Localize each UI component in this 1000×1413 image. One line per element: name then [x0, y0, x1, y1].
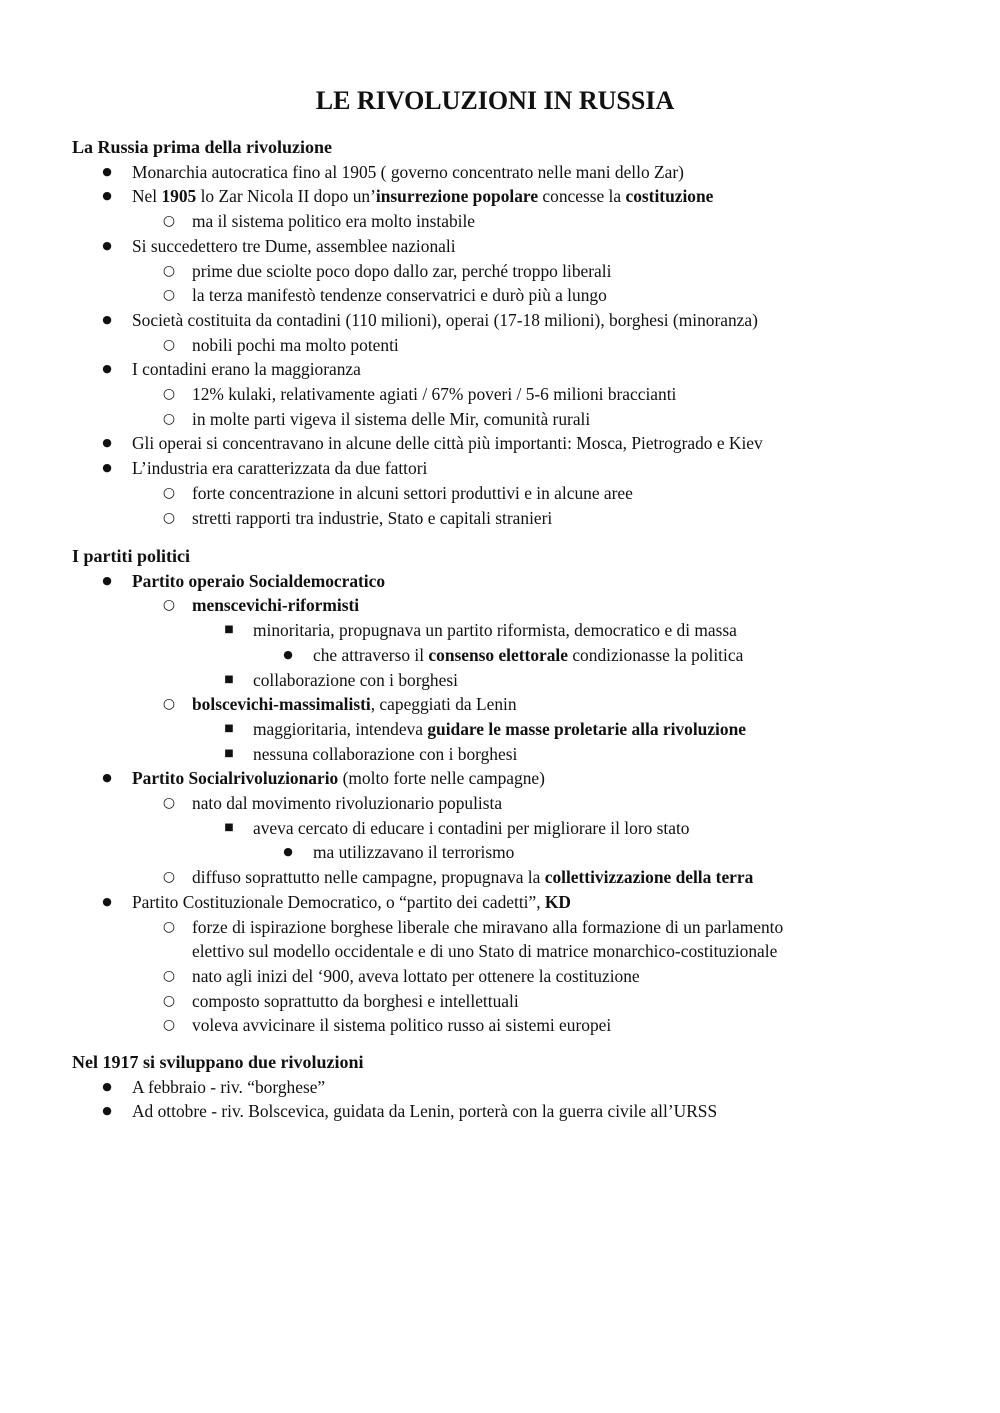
text-segment: L’industria era caratterizzata da due fattori — [132, 458, 428, 479]
list-item — [253, 742, 517, 767]
bullet-marker: ■ — [224, 821, 234, 833]
text-segment: nobili pochi ma molto potenti — [192, 334, 399, 355]
list-item — [192, 333, 399, 358]
bold-text: Partito Socialrivoluzionario — [132, 768, 339, 789]
text-segment: Società costituita da contadini (110 milioni), operai (17-18 milioni), borghesi (minoranza) — [132, 309, 758, 330]
text-segment: forze di ispirazione borghese liberale che miravano alla formazione di un parlamento — [192, 916, 784, 937]
text-segment: nessuna collaborazione con i borghesi — [253, 743, 518, 764]
text-segment: Si succedettero tre Dume, assemblee nazionali — [132, 235, 456, 256]
bullet-marker: ■ — [224, 747, 234, 759]
text-segment: (molto forte nelle campagne) — [338, 768, 545, 789]
list-item — [192, 593, 359, 618]
text-segment: in molte parti vigeva il sistema delle Mir, comunità rurali — [192, 408, 591, 429]
list-item — [253, 618, 737, 643]
bold-text: bolscevichi-massimalisti — [192, 694, 371, 715]
list-item — [132, 234, 456, 259]
text-segment: Monarchia autocratica fino al 1905 ( governo concentrato nelle mani dello Zar) — [132, 161, 684, 182]
bullet-marker: ○ — [162, 918, 176, 935]
text-segment: minoritaria, propugnava un partito riformista, democratico e di massa — [253, 620, 737, 641]
list-item — [132, 456, 427, 481]
bullet-marker: ● — [283, 647, 293, 661]
bullet-marker: ○ — [162, 386, 176, 402]
bold-text: Partito operaio Socialdemocratico — [132, 570, 386, 591]
list-item — [132, 1099, 717, 1124]
text-segment: ma utilizzavano il terrorismo — [313, 842, 515, 863]
text-segment: Ad ottobre - riv. Bolscevica, guidata da Lenin, porterà con la guerra civile all’URSS — [132, 1101, 718, 1122]
list-item — [253, 717, 746, 742]
bullet-marker: ● — [102, 894, 112, 908]
list-item — [132, 184, 713, 209]
bullet-marker: ■ — [224, 722, 234, 734]
bullet-marker: ● — [102, 164, 112, 178]
bullet-marker: ● — [102, 436, 112, 450]
list-item — [192, 939, 777, 964]
section-heading: La Russia prima della rivoluzione — [72, 137, 333, 157]
bullet-marker: ● — [102, 1104, 112, 1118]
text-segment: forte concentrazione in alcuni settori produttivi e in alcune aree — [192, 482, 633, 503]
bullet-marker: ○ — [162, 992, 176, 1009]
text-segment: Nel — [132, 186, 162, 207]
bullet-marker: ○ — [162, 795, 176, 811]
bullet-marker: ■ — [224, 673, 234, 685]
bullet-marker: ○ — [162, 1017, 176, 1034]
bullet-marker: ○ — [162, 597, 176, 614]
bullet-marker: ● — [102, 1079, 112, 1093]
list-item — [192, 481, 633, 506]
text-segment: I contadini erano la maggioranza — [132, 359, 361, 380]
list-item — [313, 840, 514, 865]
list-item — [192, 692, 517, 717]
text-segment: , capeggiati da Lenin — [370, 694, 517, 715]
list-item — [132, 357, 361, 382]
text-segment: aveva cercato di educare i contadini per migliorare il loro stato — [253, 817, 690, 838]
text-segment: condizionasse la politica — [567, 644, 744, 665]
bullet-marker: ● — [102, 362, 112, 376]
bullet-marker: ○ — [162, 869, 176, 886]
list-item — [132, 308, 758, 333]
text-segment: collaborazione con i borghesi — [253, 669, 458, 690]
text-segment: che attraverso il — [313, 644, 429, 665]
bullet-marker: ○ — [162, 484, 176, 501]
list-item — [253, 668, 458, 693]
text-segment: prime due sciolte poco dopo dallo zar, perché troppo liberali — [192, 260, 612, 281]
list-item — [192, 915, 783, 940]
bullet-marker: ○ — [162, 509, 176, 526]
text-segment: la terza manifestò tendenze conservatrici e durò più a lungo — [192, 285, 607, 306]
bullet-marker: ■ — [224, 624, 234, 636]
bold-text: consenso elettorale — [428, 644, 568, 665]
bold-text: guidare le masse proletarie alla rivoluzione — [427, 718, 746, 739]
list-item — [192, 506, 552, 531]
bold-text: collettivizzazione della terra — [544, 867, 754, 888]
text-segment: voleva avvicinare il sistema politico russo ai sistemi europei — [192, 1015, 612, 1036]
text-segment: stretti rapporti tra industrie, Stato e capitali stranieri — [192, 507, 553, 528]
text-segment: ma il sistema politico era molto instabile — [192, 211, 476, 232]
bullet-marker: ○ — [162, 410, 176, 427]
list-item — [253, 816, 690, 841]
section-heading: I partiti politici — [72, 546, 190, 566]
text-segment: composto soprattutto da borghesi e intellettuali — [192, 990, 519, 1011]
list-item — [132, 160, 684, 185]
bullet-marker: ○ — [162, 262, 176, 279]
text-segment: diffuso soprattutto nelle campagne, propugnava la — [192, 867, 545, 888]
bold-text: 1905 — [161, 186, 197, 207]
text-segment: lo Zar Nicola II dopo un’ — [196, 186, 376, 207]
bullet-marker: ● — [102, 461, 112, 475]
list-item — [192, 791, 502, 816]
list-item — [132, 1075, 325, 1100]
list-item — [192, 382, 676, 407]
list-item — [132, 766, 545, 791]
page-title: LE RIVOLUZIONI IN RUSSIA — [315, 86, 675, 115]
list-item — [192, 964, 640, 989]
text-segment: nato dal movimento rivoluzionario populista — [192, 793, 503, 813]
list-item — [132, 431, 763, 456]
list-item — [192, 283, 607, 308]
list-item — [132, 890, 571, 915]
bold-text: menscevichi-riformisti — [192, 595, 360, 616]
text-segment: Partito Costituzionale Democratico, o “partito dei cadetti”, — [132, 891, 545, 912]
bullet-marker: ○ — [162, 213, 176, 230]
text-segment: nato agli inizi del ‘900, aveva lottato per ottenere la costituzione — [192, 965, 640, 986]
text-segment: concesse la — [538, 186, 626, 207]
bullet-marker: ● — [102, 312, 112, 326]
list-item — [192, 407, 590, 432]
bullet-marker: ● — [102, 573, 112, 587]
bullet-marker: ● — [102, 771, 112, 785]
bullet-marker: ○ — [162, 287, 176, 304]
bullet-marker: ○ — [162, 967, 176, 984]
list-item — [192, 209, 475, 234]
list-item — [132, 569, 385, 594]
text-segment: maggioritaria, intendeva — [253, 718, 428, 739]
text-segment: 12% kulaki, relativamente agiati / 67% poveri / 5-6 milioni braccianti — [192, 384, 677, 404]
bullet-marker: ○ — [162, 696, 176, 713]
list-item — [313, 643, 743, 668]
text-segment: elettivo sul modello occidentale e di uno Stato di matrice monarchico-costituzionale — [192, 941, 778, 962]
list-item — [192, 1013, 611, 1038]
list-item — [192, 989, 519, 1014]
bold-text: costituzione — [625, 186, 714, 207]
bullet-marker: ● — [283, 845, 293, 859]
bullet-marker: ● — [102, 189, 112, 203]
list-item — [192, 865, 753, 890]
text-segment: A febbraio - riv. “borghese” — [132, 1076, 326, 1097]
text-segment: Gli operai si concentravano in alcune delle città più importanti: Mosca, Pietrogrado e Kiev — [132, 433, 763, 454]
bold-text: insurrezione popolare — [375, 186, 539, 207]
bullet-marker: ○ — [162, 336, 176, 353]
bullet-marker: ● — [102, 238, 112, 252]
list-item — [192, 259, 611, 284]
bold-text: KD — [544, 891, 571, 912]
section-heading: Nel 1917 si sviluppano due rivoluzioni — [72, 1052, 364, 1072]
